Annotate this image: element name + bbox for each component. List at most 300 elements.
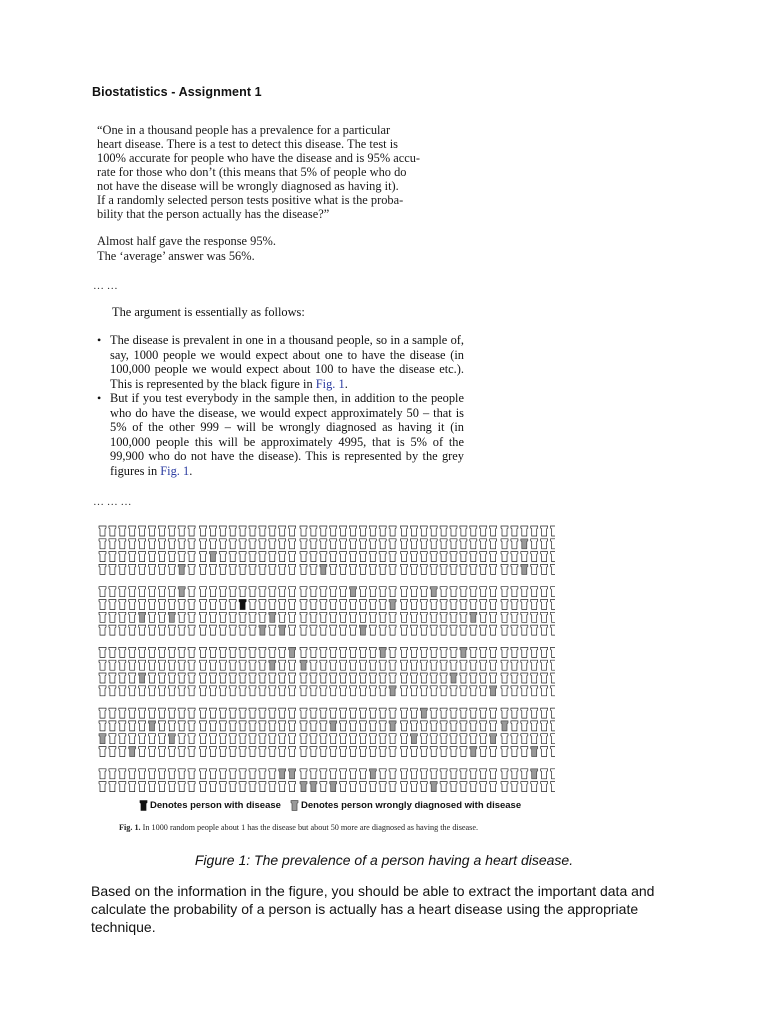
person-healthy-icon [129, 552, 136, 562]
person-healthy-icon [501, 552, 508, 562]
person-healthy-icon [501, 782, 508, 792]
person-wrong-icon [279, 625, 286, 635]
person-healthy-icon [209, 660, 216, 670]
person-healthy-icon [359, 721, 366, 731]
person-healthy-icon [490, 721, 497, 731]
person-healthy-icon [430, 564, 437, 574]
person-healthy-icon [269, 747, 276, 757]
person-healthy-icon [480, 769, 487, 779]
person-healthy-icon [249, 552, 256, 562]
person-healthy-icon [109, 734, 116, 744]
person-healthy-icon [511, 647, 518, 657]
person-healthy-icon [229, 587, 236, 597]
person-healthy-icon [369, 564, 376, 574]
person-healthy-icon [541, 539, 548, 549]
person-healthy-icon [389, 552, 396, 562]
person-healthy-icon [420, 673, 427, 683]
person-healthy-icon [401, 734, 408, 744]
person-healthy-icon [158, 587, 165, 597]
person-healthy-icon [188, 564, 195, 574]
person-healthy-icon [200, 747, 207, 757]
person-healthy-icon [249, 734, 256, 744]
person-healthy-icon [239, 769, 246, 779]
person-healthy-icon [219, 747, 226, 757]
person-healthy-icon [168, 600, 175, 610]
person-healthy-icon [158, 625, 165, 635]
person-healthy-icon [440, 625, 447, 635]
person-wrong-icon [178, 564, 185, 574]
person-healthy-icon [410, 587, 417, 597]
person-healthy-icon [350, 782, 357, 792]
person-healthy-icon [490, 782, 497, 792]
person-healthy-icon [279, 708, 286, 718]
person-healthy-icon [269, 734, 276, 744]
person-healthy-icon [229, 647, 236, 657]
person-healthy-icon [158, 612, 165, 622]
person-healthy-icon [209, 600, 216, 610]
person-healthy-icon [440, 647, 447, 657]
quote-line: 100% accurate for people who have the disease and is 95% accu- [97, 151, 421, 165]
person-healthy-icon [149, 600, 156, 610]
person-wrong-icon [450, 673, 457, 683]
person-healthy-icon [229, 721, 236, 731]
person-healthy-icon [531, 564, 538, 574]
person-healthy-icon [239, 647, 246, 657]
person-healthy-icon [541, 734, 548, 744]
person-healthy-icon [209, 612, 216, 622]
person-healthy-icon [511, 587, 518, 597]
person-healthy-icon [490, 660, 497, 670]
person-healthy-icon [511, 673, 518, 683]
person-healthy-icon [119, 660, 126, 670]
person-healthy-icon [401, 747, 408, 757]
person-healthy-icon [289, 587, 296, 597]
person-healthy-icon [279, 564, 286, 574]
person-healthy-icon [269, 647, 276, 657]
person-healthy-icon [450, 600, 457, 610]
person-healthy-icon [168, 526, 175, 536]
person-healthy-icon [450, 526, 457, 536]
person-healthy-icon [340, 721, 347, 731]
person-healthy-icon [480, 708, 487, 718]
person-healthy-icon [340, 660, 347, 670]
person-healthy-icon [289, 660, 296, 670]
person-healthy-icon [259, 552, 266, 562]
figure-link[interactable]: Fig. 1 [315, 376, 345, 391]
person-healthy-icon [149, 564, 156, 574]
person-healthy-icon [320, 612, 327, 622]
person-healthy-icon [188, 721, 195, 731]
person-healthy-icon [188, 673, 195, 683]
person-wrong-icon [129, 747, 136, 757]
person-healthy-icon [440, 564, 447, 574]
person-healthy-icon [420, 721, 427, 731]
person-healthy-icon [310, 647, 317, 657]
person-healthy-icon [178, 769, 185, 779]
person-healthy-icon [239, 721, 246, 731]
person-healthy-icon [541, 612, 548, 622]
person-healthy-icon [389, 647, 396, 657]
person-wrong-icon [521, 539, 528, 549]
person-healthy-icon [430, 539, 437, 549]
person-healthy-icon [551, 660, 556, 670]
person-healthy-icon [420, 747, 427, 757]
person-healthy-icon [511, 552, 518, 562]
person-healthy-icon [229, 708, 236, 718]
person-healthy-icon [480, 734, 487, 744]
ellipsis: … … … [93, 496, 132, 508]
person-healthy-icon [249, 686, 256, 696]
person-healthy-icon [229, 564, 236, 574]
person-healthy-icon [99, 660, 106, 670]
person-healthy-icon [99, 526, 106, 536]
person-healthy-icon [551, 747, 556, 757]
person-healthy-icon [109, 552, 116, 562]
person-healthy-icon [480, 647, 487, 657]
person-healthy-icon [99, 625, 106, 635]
person-healthy-icon [430, 625, 437, 635]
person-healthy-icon [440, 747, 447, 757]
legend-label: Denotes person with disease [150, 800, 281, 811]
person-healthy-icon [178, 625, 185, 635]
person-healthy-icon [480, 686, 487, 696]
person-healthy-icon [410, 564, 417, 574]
person-healthy-icon [450, 734, 457, 744]
person-healthy-icon [521, 587, 528, 597]
person-healthy-icon [229, 782, 236, 792]
person-healthy-icon [168, 587, 175, 597]
person-healthy-icon [259, 686, 266, 696]
person-healthy-icon [269, 708, 276, 718]
person-healthy-icon [330, 587, 337, 597]
person-healthy-icon [430, 647, 437, 657]
person-healthy-icon [129, 647, 136, 657]
person-healthy-icon [158, 526, 165, 536]
person-healthy-icon [551, 539, 556, 549]
person-healthy-icon [219, 600, 226, 610]
person-healthy-icon [249, 708, 256, 718]
person-healthy-icon [139, 660, 146, 670]
person-healthy-icon [379, 612, 386, 622]
person-healthy-icon [269, 552, 276, 562]
person-healthy-icon [158, 721, 165, 731]
person-healthy-icon [389, 587, 396, 597]
person-healthy-icon [109, 526, 116, 536]
person-healthy-icon [129, 539, 136, 549]
person-healthy-icon [480, 564, 487, 574]
person-healthy-icon [350, 708, 357, 718]
person-healthy-icon [168, 552, 175, 562]
person-healthy-icon [99, 769, 106, 779]
person-healthy-icon [300, 673, 307, 683]
person-healthy-icon [300, 686, 307, 696]
person-healthy-icon [310, 612, 317, 622]
person-wrong-icon [279, 769, 286, 779]
person-healthy-icon [470, 769, 477, 779]
person-healthy-icon [430, 747, 437, 757]
person-healthy-icon [109, 600, 116, 610]
person-healthy-icon [330, 673, 337, 683]
person-healthy-icon [541, 564, 548, 574]
person-healthy-icon [188, 686, 195, 696]
person-wrong-icon [470, 747, 477, 757]
person-wrong-icon [470, 612, 477, 622]
person-healthy-icon [369, 686, 376, 696]
person-healthy-icon [269, 769, 276, 779]
person-healthy-icon [330, 564, 337, 574]
person-healthy-icon [239, 539, 246, 549]
person-healthy-icon [149, 673, 156, 683]
person-healthy-icon [188, 708, 195, 718]
person-healthy-icon [440, 600, 447, 610]
person-healthy-icon [209, 647, 216, 657]
person-healthy-icon [359, 587, 366, 597]
person-healthy-icon [379, 587, 386, 597]
person-healthy-icon [440, 734, 447, 744]
person-healthy-icon [369, 625, 376, 635]
person-healthy-icon [239, 625, 246, 635]
person-healthy-icon [420, 660, 427, 670]
person-healthy-icon [129, 564, 136, 574]
person-healthy-icon [511, 539, 518, 549]
person-wrong-icon [359, 625, 366, 635]
person-healthy-icon [440, 539, 447, 549]
person-healthy-icon [511, 686, 518, 696]
person-healthy-icon [511, 564, 518, 574]
person-healthy-icon [389, 526, 396, 536]
person-healthy-icon [119, 647, 126, 657]
person-healthy-icon [300, 747, 307, 757]
person-healthy-icon [460, 782, 467, 792]
person-healthy-icon [259, 612, 266, 622]
person-healthy-icon [359, 526, 366, 536]
person-healthy-icon [249, 587, 256, 597]
person-healthy-icon [269, 686, 276, 696]
person-healthy-icon [239, 782, 246, 792]
person-healthy-icon [490, 708, 497, 718]
person-healthy-icon [531, 539, 538, 549]
argument-intro: The argument is essentially as follows: [112, 305, 305, 319]
person-healthy-icon [300, 612, 307, 622]
person-healthy-icon [229, 769, 236, 779]
person-healthy-icon [320, 673, 327, 683]
person-wrong-icon [149, 721, 156, 731]
person-healthy-icon [480, 625, 487, 635]
person-healthy-icon [168, 564, 175, 574]
person-wrong-icon [300, 782, 307, 792]
person-healthy-icon [470, 660, 477, 670]
person-healthy-icon [320, 782, 327, 792]
person-healthy-icon [320, 721, 327, 731]
quote-block [97, 123, 457, 221]
person-healthy-icon [440, 686, 447, 696]
legend [97, 800, 555, 816]
person-healthy-icon [340, 708, 347, 718]
person-healthy-icon [430, 734, 437, 744]
person-healthy-icon [359, 552, 366, 562]
person-healthy-icon [139, 539, 146, 549]
person-healthy-icon [480, 600, 487, 610]
person-healthy-icon [551, 612, 556, 622]
person-healthy-icon [511, 660, 518, 670]
person-healthy-icon [420, 782, 427, 792]
person-wrong-icon [139, 612, 146, 622]
person-healthy-icon [430, 526, 437, 536]
person-healthy-icon [119, 721, 126, 731]
person-healthy-icon [139, 782, 146, 792]
person-healthy-icon [490, 587, 497, 597]
person-healthy-icon [129, 660, 136, 670]
person-healthy-icon [279, 587, 286, 597]
person-healthy-icon [401, 600, 408, 610]
person-healthy-icon [501, 526, 508, 536]
person-healthy-icon [168, 673, 175, 683]
person-healthy-icon [310, 600, 317, 610]
person-healthy-icon [350, 673, 357, 683]
person-healthy-icon [410, 660, 417, 670]
person-healthy-icon [200, 647, 207, 657]
person-healthy-icon [440, 721, 447, 731]
person-healthy-icon [551, 734, 556, 744]
person-healthy-icon [350, 564, 357, 574]
person-healthy-icon [249, 747, 256, 757]
person-healthy-icon [139, 564, 146, 574]
person-healthy-icon [420, 647, 427, 657]
person-healthy-icon [310, 673, 317, 683]
person-healthy-icon [521, 526, 528, 536]
person-healthy-icon [330, 734, 337, 744]
quote-line: not have the disease will be wrongly diagnosed as having it). [97, 179, 399, 193]
person-healthy-icon [200, 526, 207, 536]
person-healthy-icon [239, 708, 246, 718]
person-healthy-icon [521, 612, 528, 622]
person-healthy-icon [158, 647, 165, 657]
person-healthy-icon [300, 564, 307, 574]
person-healthy-icon [139, 647, 146, 657]
person-healthy-icon [249, 721, 256, 731]
person-healthy-icon [259, 734, 266, 744]
person-healthy-icon [359, 747, 366, 757]
person-healthy-icon [330, 552, 337, 562]
person-healthy-icon [369, 660, 376, 670]
person-healthy-icon [300, 734, 307, 744]
list-item [97, 391, 464, 478]
person-healthy-icon [279, 721, 286, 731]
person-healthy-icon [401, 686, 408, 696]
person-healthy-icon [470, 526, 477, 536]
person-healthy-icon [249, 612, 256, 622]
person-healthy-icon [289, 564, 296, 574]
argument-list [97, 333, 464, 478]
person-healthy-icon [168, 708, 175, 718]
person-healthy-icon [551, 721, 556, 731]
person-healthy-icon [158, 564, 165, 574]
person-healthy-icon [480, 526, 487, 536]
person-healthy-icon [229, 539, 236, 549]
figure-link[interactable]: Fig. 1 [160, 463, 190, 478]
person-healthy-icon [200, 564, 207, 574]
person-healthy-icon [460, 660, 467, 670]
person-wrong-icon [310, 782, 317, 792]
person-healthy-icon [541, 673, 548, 683]
person-healthy-icon [149, 708, 156, 718]
person-healthy-icon [410, 747, 417, 757]
person-healthy-icon [410, 708, 417, 718]
person-healthy-icon [531, 552, 538, 562]
person-healthy-icon [310, 564, 317, 574]
person-healthy-icon [350, 747, 357, 757]
person-healthy-icon [188, 552, 195, 562]
person-healthy-icon [521, 747, 528, 757]
person-healthy-icon [480, 552, 487, 562]
person-healthy-icon [511, 747, 518, 757]
person-healthy-icon [430, 660, 437, 670]
person-wrong-icon [330, 782, 337, 792]
person-healthy-icon [340, 747, 347, 757]
person-healthy-icon [350, 526, 357, 536]
person-healthy-icon [401, 587, 408, 597]
person-healthy-icon [99, 539, 106, 549]
person-healthy-icon [178, 734, 185, 744]
person-healthy-icon [109, 721, 116, 731]
person-healthy-icon [269, 600, 276, 610]
person-healthy-icon [420, 600, 427, 610]
person-healthy-icon [259, 769, 266, 779]
person-healthy-icon [350, 625, 357, 635]
person-healthy-icon [200, 708, 207, 718]
person-healthy-icon [239, 552, 246, 562]
person-healthy-icon [330, 539, 337, 549]
person-healthy-icon [99, 673, 106, 683]
person-wrong-icon [259, 625, 266, 635]
person-healthy-icon [289, 686, 296, 696]
person-healthy-icon [379, 564, 386, 574]
person-healthy-icon [129, 769, 136, 779]
person-healthy-icon [229, 673, 236, 683]
person-healthy-icon [359, 647, 366, 657]
person-healthy-icon [158, 660, 165, 670]
person-healthy-icon [359, 539, 366, 549]
person-healthy-icon [219, 564, 226, 574]
person-healthy-icon [109, 708, 116, 718]
person-healthy-icon [320, 625, 327, 635]
person-healthy-icon [279, 612, 286, 622]
person-healthy-icon [501, 708, 508, 718]
person-healthy-icon [430, 721, 437, 731]
person-healthy-icon [531, 625, 538, 635]
person-healthy-icon [450, 769, 457, 779]
person-healthy-icon [330, 708, 337, 718]
person-healthy-icon [450, 660, 457, 670]
person-wrong-icon [289, 769, 296, 779]
person-healthy-icon [279, 747, 286, 757]
person-healthy-icon [119, 587, 126, 597]
person-healthy-icon [129, 612, 136, 622]
person-wrong-icon [420, 708, 427, 718]
person-healthy-icon [490, 552, 497, 562]
person-healthy-icon [129, 600, 136, 610]
person-healthy-icon [178, 612, 185, 622]
quote-line: “One in a thousand people has a prevalence for a particular [97, 123, 391, 137]
person-healthy-icon [119, 539, 126, 549]
person-healthy-icon [119, 673, 126, 683]
person-healthy-icon [350, 539, 357, 549]
person-healthy-icon [490, 647, 497, 657]
person-healthy-icon [350, 647, 357, 657]
person-wrong-icon [168, 734, 175, 744]
person-healthy-icon [531, 526, 538, 536]
person-healthy-icon [99, 612, 106, 622]
